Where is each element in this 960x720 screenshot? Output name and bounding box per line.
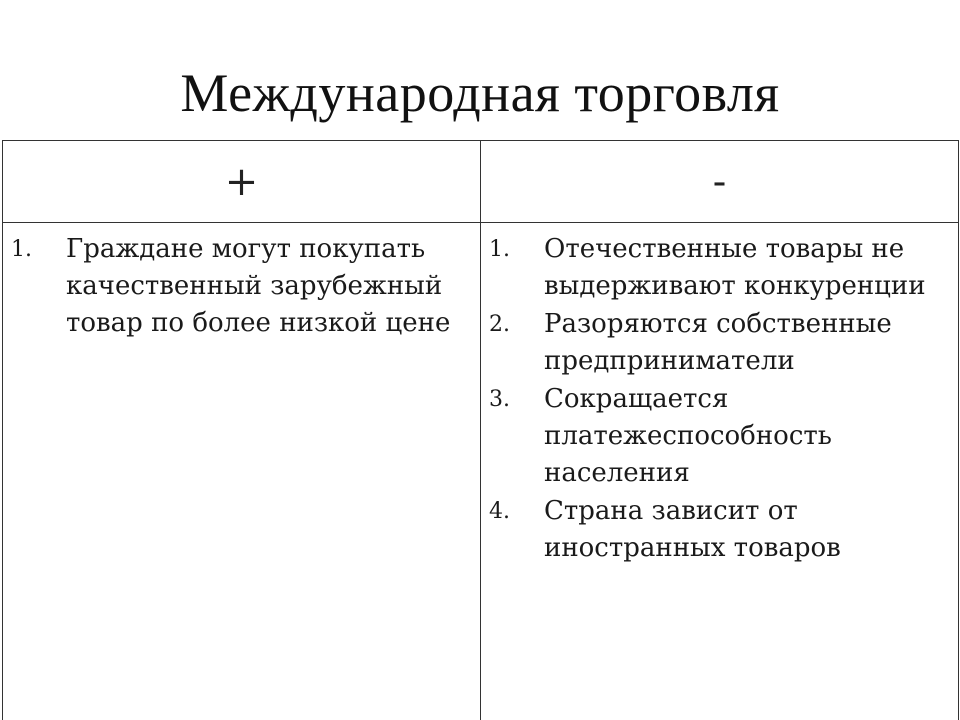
list-item [3,231,470,342]
list-text: Страна зависит от иностранных товаров [544,496,841,563]
table-header-row [3,141,959,223]
list-text: Сокращается платежеспособность населения [544,384,832,488]
table-row [3,223,959,720]
page-title: Международная торговля [180,63,780,123]
list-text: Разоряются собственные предприниматели [544,309,892,376]
list-item [481,306,948,380]
comparison-table [2,140,959,720]
list-item [481,231,948,305]
list-item [481,493,948,567]
pros-list [3,223,480,342]
list-number: 4. [489,499,510,524]
list-number: 1. [11,237,32,262]
list-number: 2. [489,312,510,337]
minus-header: - [481,141,959,223]
list-item [481,381,948,492]
cons-cell [481,223,959,720]
list-number: 1. [489,237,510,262]
list-number: 3. [489,387,510,412]
list-text: Граждане могут покупать качественный зарубежный товар по более низкой цене [66,234,451,338]
list-text: Отечественные товары не выдерживают конкуренции [544,234,926,301]
plus-header: + [3,141,481,223]
pros-cell [3,223,481,720]
cons-list [481,223,958,567]
